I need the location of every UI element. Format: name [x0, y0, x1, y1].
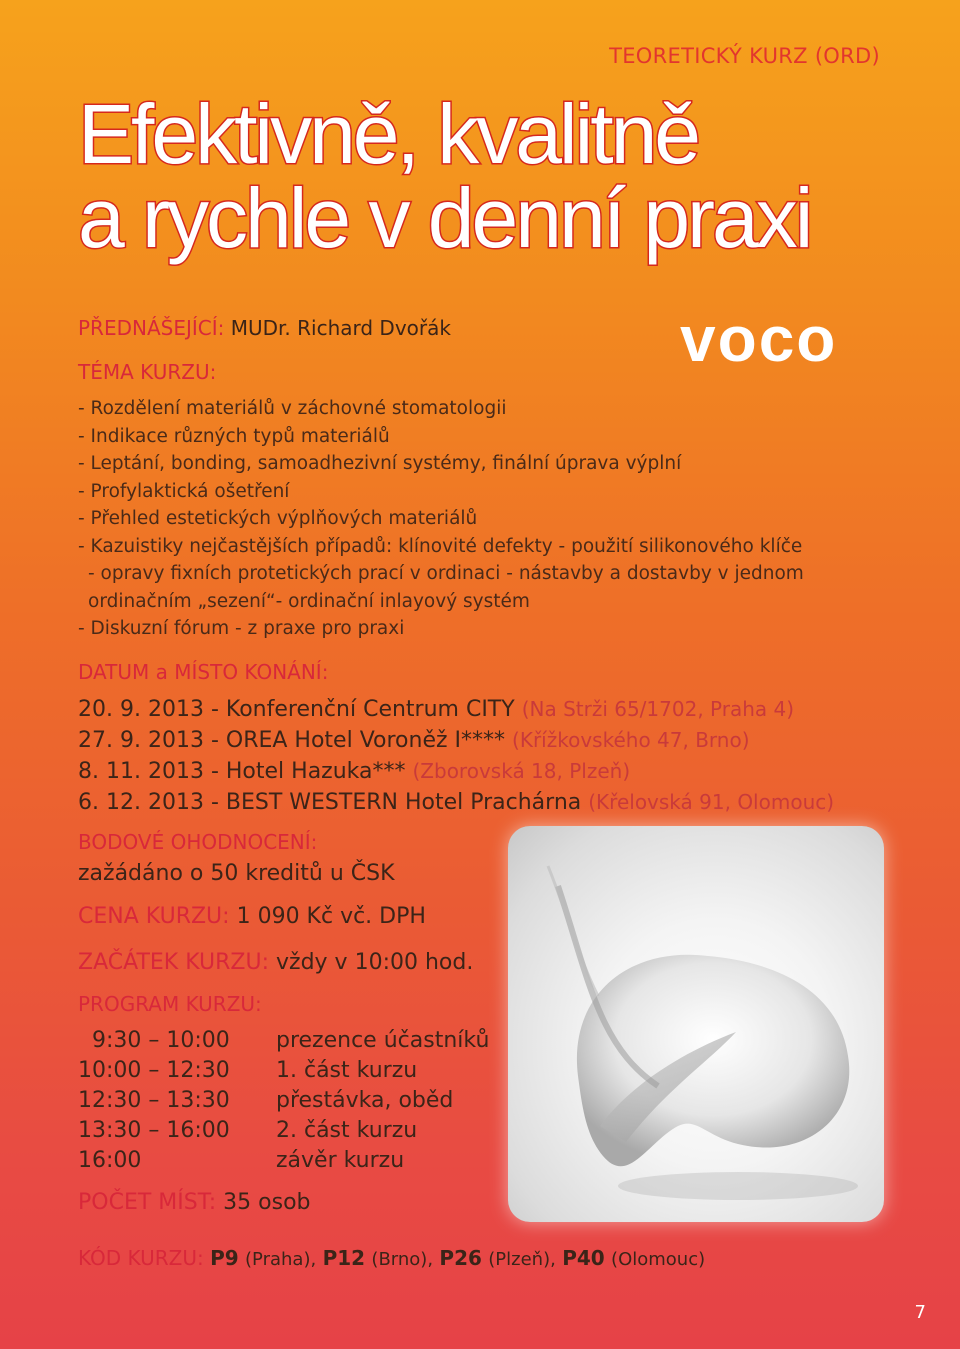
program-desc: 2. část kurzu: [276, 1118, 418, 1143]
venue-date-place: 8. 11. 2013 - Hotel Hazuka***: [78, 759, 406, 784]
seats-label: POČET MÍST:: [78, 1190, 217, 1215]
venue-date-place: 6. 12. 2013 - BEST WESTERN Hotel Prachárna: [78, 790, 582, 815]
topic-heading: TÉMA KURZU:: [78, 360, 217, 384]
list-item: - Rozdělení materiálů v záchovné stomatologii: [78, 398, 507, 419]
title-line-2: a rychle v denní praxi: [78, 171, 811, 265]
seats-value: 35 osob: [223, 1190, 311, 1215]
list-item: - Přehled estetických výplňových materiálů: [78, 508, 478, 529]
venue-date-place: 20. 9. 2013 - Konferenční Centrum CITY: [78, 697, 515, 722]
course-code-label: KÓD KURZU:: [78, 1246, 204, 1270]
voco-logo: voco: [680, 303, 838, 375]
title-line-1: Efektivně, kvalitně: [78, 87, 699, 181]
list-item: - Leptání, bonding, samoadhezivní systémy, finální úprava výplní: [78, 453, 682, 474]
topic-list: [78, 395, 878, 643]
course-code-city: (Praha),: [245, 1249, 317, 1270]
venue-item: [78, 756, 898, 787]
program-time: 13:30 – 16:00: [78, 1118, 230, 1143]
program-time: 10:00 – 12:30: [78, 1058, 230, 1083]
course-code-city: (Plzeň),: [488, 1249, 556, 1270]
program-time: 16:00: [78, 1148, 142, 1173]
course-code: P9: [210, 1246, 239, 1270]
list-item: - Kazuistiky nejčastějších případů: klínovité defekty - použití silikonového klíče: [78, 535, 803, 557]
price-value: 1 090 Kč vč. DPH: [236, 904, 426, 929]
venue-date-place: 27. 9. 2013 - OREA Hotel Voroněž I****: [78, 728, 506, 753]
list-item: - Profylaktická ošetření: [78, 480, 290, 502]
venue-list: [78, 694, 898, 818]
program-desc: 1. část kurzu: [276, 1058, 418, 1083]
venue-heading: DATUM a MÍSTO KONÁNÍ:: [78, 660, 329, 684]
page-number: 7: [914, 1302, 926, 1323]
course-code: P26: [439, 1246, 482, 1270]
list-item: - Diskuzní fórum - z praxe pro praxi: [78, 618, 405, 639]
venue-item: [78, 725, 898, 756]
lecturer-name: MUDr. Richard Dvořák: [230, 316, 451, 340]
venue-item: [78, 787, 898, 818]
venue-address: (Zborovská 18, Plzeň): [412, 759, 631, 783]
list-item: - Indikace různých typů materiálů: [78, 425, 390, 447]
venue-address: (Křelovská 91, Olomouc): [588, 790, 835, 814]
venue-item: [78, 694, 898, 725]
seats-line: [78, 1190, 311, 1215]
start-label: ZAČÁTEK KURZU:: [78, 950, 270, 975]
list-item: ordinačním „sezení“- ordinační inlayový systém: [88, 590, 530, 612]
points-heading: BODOVÉ OHODNOCENÍ:: [78, 830, 318, 854]
course-code-city: (Brno),: [371, 1249, 434, 1270]
program-time: 9:30 – 10:00: [78, 1028, 230, 1053]
points-value: zažádáno o 50 kreditů u ČSK: [78, 861, 395, 886]
lecturer-line: [78, 316, 451, 340]
program-heading: PROGRAM KURZU:: [78, 992, 262, 1016]
program-desc: prezence účastníků: [276, 1028, 490, 1053]
price-line: [78, 904, 426, 929]
course-code-city: (Olomouc): [611, 1249, 706, 1270]
lecturer-label: PŘEDNÁŠEJÍCÍ:: [78, 316, 225, 340]
course-code: P12: [322, 1246, 366, 1270]
course-type: TEORETICKÝ KURZ (ORD): [609, 44, 880, 68]
program-desc: závěr kurzu: [276, 1148, 405, 1173]
program-time: 12:30 – 13:30: [78, 1088, 230, 1113]
tooth-illustration: [508, 826, 884, 1222]
start-line: [78, 950, 473, 975]
course-code: P40: [562, 1246, 605, 1270]
course-code-line: [78, 1246, 705, 1270]
page-title: [78, 87, 898, 265]
venue-address: (Na Strži 65/1702, Praha 4): [521, 697, 795, 721]
price-label: CENA KURZU:: [78, 904, 230, 929]
program-desc: přestávka, oběd: [276, 1088, 454, 1113]
start-value: vždy v 10:00 hod.: [276, 950, 474, 975]
venue-address: (Křížkovského 47, Brno): [512, 728, 750, 752]
list-item: - opravy fixních protetických prací v ordinaci - nástavby a dostavby v jednom: [88, 563, 804, 584]
tooth-photo: [508, 826, 884, 1222]
